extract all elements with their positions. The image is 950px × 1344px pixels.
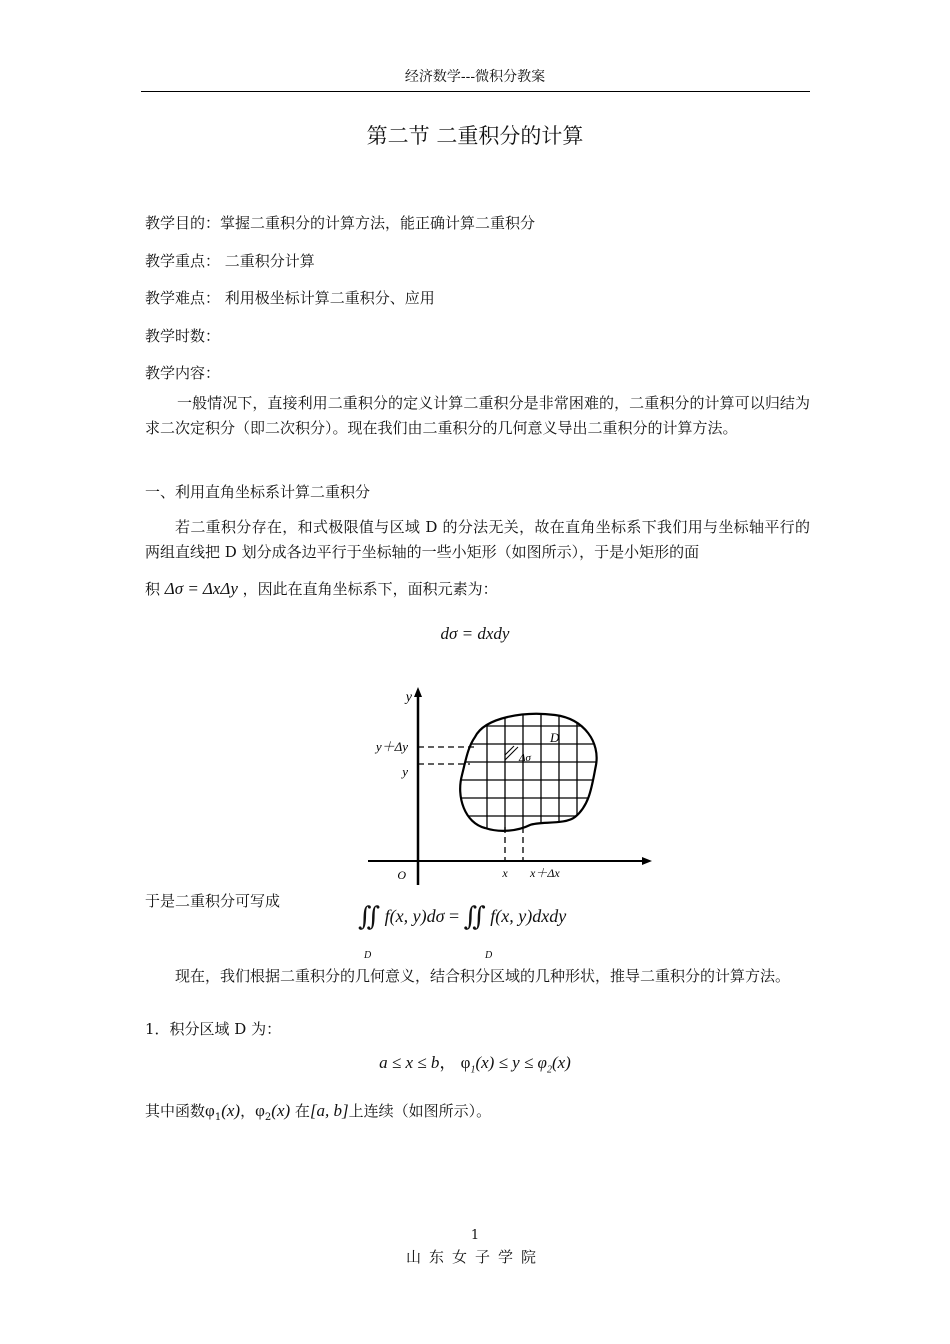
- paragraph-rectangles: 若二重积分存在，和式极限值与区域 D 的分法无关，故在直角坐标系下我们用与坐标轴平行的两组直线把 D 划分成各边平行于坐标轴的一些小矩形（如图所示），于是小矩形的面: [145, 518, 810, 561]
- header-rule: [141, 91, 810, 92]
- text-prefix: 其中函数: [145, 1102, 206, 1120]
- text-middle: 在: [290, 1102, 310, 1120]
- bound-y: (x) ≤ y ≤ φ: [475, 1053, 547, 1072]
- separator: ，: [240, 1102, 256, 1120]
- subscript-1: 1: [470, 1064, 476, 1076]
- equation-double-integral: ∬ f(x, y)dσ = ∬ f(x, y)dxdy: [358, 902, 567, 931]
- text-prefix: 积: [145, 580, 161, 598]
- integrand-left: f(x, y)dσ: [384, 906, 445, 926]
- integral-intro: 于是二重积分可写成: [145, 892, 281, 910]
- formula-delta-sigma: Δσ = ΔxΔy: [164, 579, 238, 598]
- intro-paragraph: 一般情况下，直接利用二重积分的定义计算二重积分是非常困难的，二重积分的计算可以归结为求二次定积分（即二次积分）。现在我们由二重积分的几何意义导出二重积分的计算方法。: [145, 394, 810, 437]
- teaching-content: 教学内容：: [145, 364, 221, 382]
- subsection-heading: 一、利用直角坐标系计算二重积分: [145, 483, 371, 501]
- bound-x: a ≤ x ≤ b: [379, 1053, 440, 1072]
- integral-domain-label: D: [364, 950, 372, 961]
- label-y-axis: y: [405, 690, 412, 705]
- label-x: x: [502, 866, 508, 880]
- hatched-cell: [505, 746, 518, 760]
- text-suffix: 上连续（如图所示）。: [348, 1102, 492, 1120]
- paragraph-geometric-meaning: 现在，我们根据二重积分的几何意义，结合积分区域的几种形状，推导二重积分的计算方法。: [175, 967, 791, 985]
- subscript-2: 2: [546, 1064, 552, 1076]
- y-axis-arrow-icon: [414, 687, 422, 697]
- arg-x: (x): [221, 1101, 241, 1120]
- text-suffix: ，因此在直角坐标系下，面积元素为：: [242, 580, 498, 598]
- subscript-1: 1: [214, 1112, 222, 1123]
- label-y: y: [402, 764, 408, 779]
- phi-symbol: φ: [460, 1053, 471, 1072]
- arg-x: (x): [271, 1101, 291, 1120]
- separator: ，: [439, 1053, 457, 1072]
- teaching-goal: 教学目的：掌握二重积分的计算方法，能正确计算二重积分: [145, 214, 536, 232]
- bound-y-end: (x): [551, 1053, 571, 1072]
- teaching-difficulty: 教学难点： 利用极坐标计算二重积分、应用: [145, 289, 435, 307]
- teaching-hours: 教学时数：: [145, 327, 221, 345]
- page-footer: 山东女子学院: [405, 1248, 544, 1266]
- guide-lines: [418, 747, 523, 861]
- case-one-heading: 1．积分区域 D 为：: [145, 1020, 282, 1038]
- paragraph-area-element: [145, 578, 498, 599]
- double-integral-icon: ∬: [358, 902, 381, 931]
- label-x-plus-dx: x＋Δx: [530, 866, 560, 880]
- subscript-2: 2: [264, 1112, 272, 1123]
- integrand-right: f(x, y)dxdy: [490, 906, 567, 926]
- teaching-key-point: 教学重点： 二重积分计算: [145, 252, 315, 270]
- region-boundary: [460, 714, 596, 831]
- label-origin: O: [397, 868, 406, 882]
- phi-symbol: φ: [255, 1101, 265, 1120]
- label-delta-sigma: Δσ: [519, 752, 531, 764]
- section-title: 第二节 二重积分的计算: [366, 124, 584, 148]
- label-y-plus-dy: y＋Δy: [375, 739, 408, 754]
- equation-d-sigma: dσ = dxdy: [440, 624, 510, 643]
- integral-domain-label: D: [485, 950, 493, 961]
- page-number: 1: [470, 1228, 480, 1243]
- double-integral-icon: ∬: [463, 902, 486, 931]
- paragraph-continuity: [145, 1100, 491, 1123]
- grid-region-figure: [360, 685, 660, 890]
- equation-region-bounds: [0, 1048, 950, 1075]
- interval-ab: [a, b]: [309, 1101, 349, 1120]
- page-header: 经济数学---微积分教案: [404, 69, 546, 85]
- x-axis-arrow-icon: [642, 857, 652, 865]
- phi-symbol: φ: [205, 1101, 215, 1120]
- label-region-d: D: [550, 730, 560, 745]
